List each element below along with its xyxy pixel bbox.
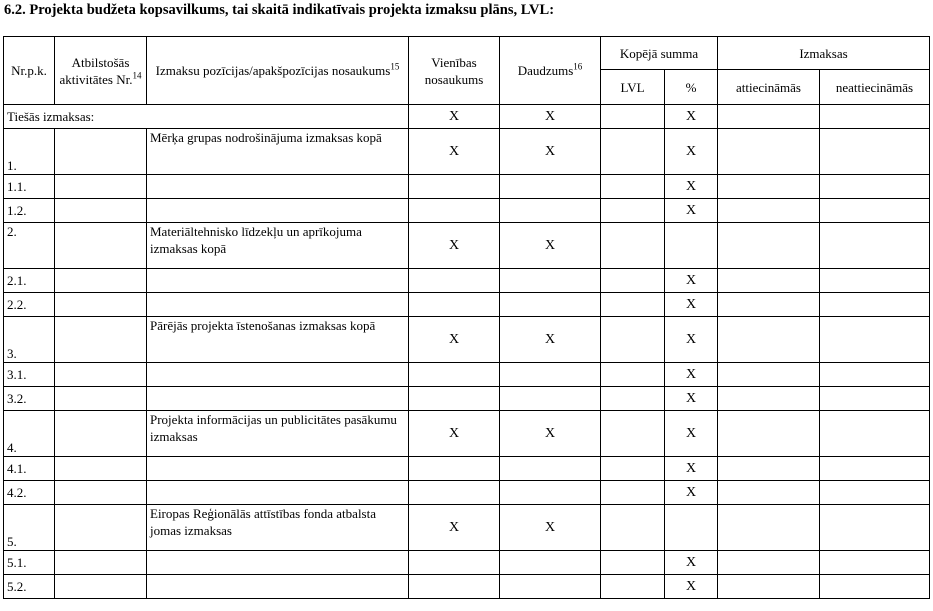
- row-ineligible: [820, 457, 930, 481]
- row-activity: [55, 223, 147, 269]
- table-row: [4, 223, 930, 269]
- row-total-lvl: [601, 387, 665, 411]
- row-eligible: [718, 551, 820, 575]
- row-activity: [55, 505, 147, 551]
- row-total-pct: X: [665, 269, 718, 293]
- row-quantity: X: [500, 505, 601, 551]
- row-ineligible: [820, 129, 930, 175]
- row-activity: [55, 363, 147, 387]
- row-total-lvl: [601, 457, 665, 481]
- header-total-lvl: LVL: [601, 70, 665, 105]
- row-total-lvl: [601, 363, 665, 387]
- row-total-lvl: [601, 481, 665, 505]
- row-total-pct: X: [665, 481, 718, 505]
- header-activity-label: Atbilstošās aktivitātes Nr.: [59, 54, 133, 87]
- row-unit: [409, 199, 500, 223]
- header-nr: Nr.p.k.: [4, 37, 55, 105]
- row-unit: [409, 175, 500, 199]
- row-unit: [409, 481, 500, 505]
- direct-costs-row: [4, 105, 930, 129]
- table-row: [4, 363, 930, 387]
- table-row: [4, 387, 930, 411]
- row-eligible: [718, 481, 820, 505]
- row-quantity: X: [500, 223, 601, 269]
- row-activity: [55, 129, 147, 175]
- header-row-1: [4, 37, 930, 70]
- row-unit: [409, 575, 500, 599]
- row-eligible: [718, 317, 820, 363]
- row-quantity: [500, 387, 601, 411]
- row-total-pct: X: [665, 129, 718, 175]
- row-position-name: Mērķa grupas nodrošinājuma izmaksas kopā: [147, 129, 409, 175]
- row-total-pct: X: [665, 551, 718, 575]
- budget-table: [3, 36, 930, 599]
- row-position-name: [147, 457, 409, 481]
- row-ineligible: [820, 175, 930, 199]
- row-activity: [55, 387, 147, 411]
- row-total-pct: X: [665, 575, 718, 599]
- row-number: 4.: [4, 411, 55, 457]
- row-total-pct: X: [665, 293, 718, 317]
- row-position-name: [147, 199, 409, 223]
- row-eligible: [718, 457, 820, 481]
- row-total-pct: X: [665, 457, 718, 481]
- row-ineligible: [820, 269, 930, 293]
- row-eligible: [718, 199, 820, 223]
- row-quantity: X: [500, 317, 601, 363]
- direct-costs-unit: X: [409, 105, 500, 129]
- table-row: [4, 411, 930, 457]
- row-position-name: [147, 387, 409, 411]
- header-total: Kopējā summa: [601, 37, 718, 70]
- header-position: [147, 37, 409, 105]
- row-total-lvl: [601, 175, 665, 199]
- header-quantity-label: Daudzums: [517, 63, 574, 78]
- row-total-pct: X: [665, 387, 718, 411]
- header-eligible: attiecināmās: [718, 70, 820, 105]
- row-position-name: [147, 363, 409, 387]
- row-eligible: [718, 293, 820, 317]
- row-unit: [409, 457, 500, 481]
- row-number: 4.1.: [4, 457, 55, 481]
- row-position-name: [147, 575, 409, 599]
- row-number: 3.: [4, 317, 55, 363]
- row-activity: [55, 269, 147, 293]
- row-number: 3.2.: [4, 387, 55, 411]
- row-total-lvl: [601, 269, 665, 293]
- row-unit: [409, 293, 500, 317]
- row-eligible: [718, 411, 820, 457]
- row-position-name: [147, 481, 409, 505]
- section-title: 6.2. Projekta budžeta kopsavilkums, tai skaitā indikatīvais projekta izmaksu plāns, LVL:: [4, 2, 555, 18]
- row-ineligible: [820, 505, 930, 551]
- footnote-14: 14: [132, 70, 142, 81]
- header-ineligible: neattiecināmās: [820, 70, 930, 105]
- row-ineligible: [820, 551, 930, 575]
- row-number: 2.2.: [4, 293, 55, 317]
- direct-costs-ineligible: [820, 105, 930, 129]
- row-activity: [55, 551, 147, 575]
- direct-costs-pct: X: [665, 105, 718, 129]
- row-total-pct: [665, 223, 718, 269]
- row-activity: [55, 175, 147, 199]
- row-ineligible: [820, 317, 930, 363]
- row-unit: X: [409, 223, 500, 269]
- table-row: [4, 199, 930, 223]
- row-unit: [409, 363, 500, 387]
- direct-costs-qty: X: [500, 105, 601, 129]
- row-number: 1.2.: [4, 199, 55, 223]
- row-position-name: [147, 269, 409, 293]
- row-activity: [55, 293, 147, 317]
- row-position-name: Eiropas Reģionālās attīstības fonda atbalsta jomas izmaksas: [147, 505, 409, 551]
- row-total-pct: X: [665, 411, 718, 457]
- row-activity: [55, 199, 147, 223]
- table-row: [4, 129, 930, 175]
- direct-costs-lvl: [601, 105, 665, 129]
- row-eligible: [718, 387, 820, 411]
- row-ineligible: [820, 223, 930, 269]
- row-eligible: [718, 575, 820, 599]
- row-quantity: [500, 575, 601, 599]
- row-position-name: Materiāltehnisko līdzekļu un aprīkojuma izmaksas kopā: [147, 223, 409, 269]
- row-unit: X: [409, 317, 500, 363]
- row-activity: [55, 457, 147, 481]
- row-quantity: [500, 269, 601, 293]
- table-row: [4, 293, 930, 317]
- row-number: 2.1.: [4, 269, 55, 293]
- row-total-lvl: [601, 199, 665, 223]
- row-position-name: [147, 175, 409, 199]
- row-number: 2.: [4, 223, 55, 269]
- row-eligible: [718, 129, 820, 175]
- row-total-lvl: [601, 575, 665, 599]
- row-number: 1.: [4, 129, 55, 175]
- row-total-pct: X: [665, 175, 718, 199]
- table-row: [4, 175, 930, 199]
- direct-costs-label: Tiešās izmaksas:: [4, 105, 409, 129]
- header-position-label: Izmaksu pozīcijas/apakšpozīcijas nosaukums: [155, 63, 391, 78]
- row-activity: [55, 411, 147, 457]
- row-quantity: X: [500, 129, 601, 175]
- row-ineligible: [820, 199, 930, 223]
- row-eligible: [718, 175, 820, 199]
- table-row: [4, 457, 930, 481]
- table-row: [4, 269, 930, 293]
- row-unit: [409, 387, 500, 411]
- row-ineligible: [820, 481, 930, 505]
- row-number: 3.1.: [4, 363, 55, 387]
- row-unit: X: [409, 411, 500, 457]
- row-total-pct: X: [665, 363, 718, 387]
- row-number: 4.2.: [4, 481, 55, 505]
- row-position-name: [147, 293, 409, 317]
- row-total-lvl: [601, 129, 665, 175]
- row-number: 5.1.: [4, 551, 55, 575]
- row-total-lvl: [601, 551, 665, 575]
- row-eligible: [718, 505, 820, 551]
- row-ineligible: [820, 575, 930, 599]
- row-ineligible: [820, 293, 930, 317]
- row-activity: [55, 575, 147, 599]
- row-quantity: [500, 481, 601, 505]
- row-unit: X: [409, 505, 500, 551]
- row-total-lvl: [601, 317, 665, 363]
- row-quantity: [500, 199, 601, 223]
- row-activity: [55, 481, 147, 505]
- row-total-lvl: [601, 223, 665, 269]
- row-quantity: [500, 175, 601, 199]
- header-quantity: [500, 37, 601, 105]
- row-total-lvl: [601, 411, 665, 457]
- direct-costs-eligible: [718, 105, 820, 129]
- row-quantity: X: [500, 411, 601, 457]
- row-unit: X: [409, 129, 500, 175]
- row-quantity: [500, 363, 601, 387]
- row-number: 5.: [4, 505, 55, 551]
- row-ineligible: [820, 387, 930, 411]
- footnote-16: 16: [573, 61, 583, 72]
- row-eligible: [718, 223, 820, 269]
- row-total-lvl: [601, 505, 665, 551]
- header-activity: [55, 37, 147, 105]
- footnote-15: 15: [390, 61, 400, 72]
- row-position-name: [147, 551, 409, 575]
- header-costs: Izmaksas: [718, 37, 930, 70]
- row-unit: [409, 269, 500, 293]
- row-total-pct: [665, 505, 718, 551]
- row-position-name: Projekta informācijas un publicitātes pasākumu izmaksas: [147, 411, 409, 457]
- row-ineligible: [820, 363, 930, 387]
- table-row: [4, 481, 930, 505]
- table-row: [4, 575, 930, 599]
- row-total-lvl: [601, 293, 665, 317]
- table-row: [4, 551, 930, 575]
- row-position-name: Pārējās projekta īstenošanas izmaksas kopā: [147, 317, 409, 363]
- row-activity: [55, 317, 147, 363]
- header-unit: Vienības nosaukums: [409, 37, 500, 105]
- row-number: 5.2.: [4, 575, 55, 599]
- table-row: [4, 317, 930, 363]
- row-total-pct: X: [665, 317, 718, 363]
- row-number: 1.1.: [4, 175, 55, 199]
- header-total-pct: %: [665, 70, 718, 105]
- table-row: [4, 505, 930, 551]
- row-unit: [409, 551, 500, 575]
- row-ineligible: [820, 411, 930, 457]
- row-quantity: [500, 457, 601, 481]
- row-quantity: [500, 293, 601, 317]
- row-eligible: [718, 269, 820, 293]
- row-eligible: [718, 363, 820, 387]
- row-total-pct: X: [665, 199, 718, 223]
- row-quantity: [500, 551, 601, 575]
